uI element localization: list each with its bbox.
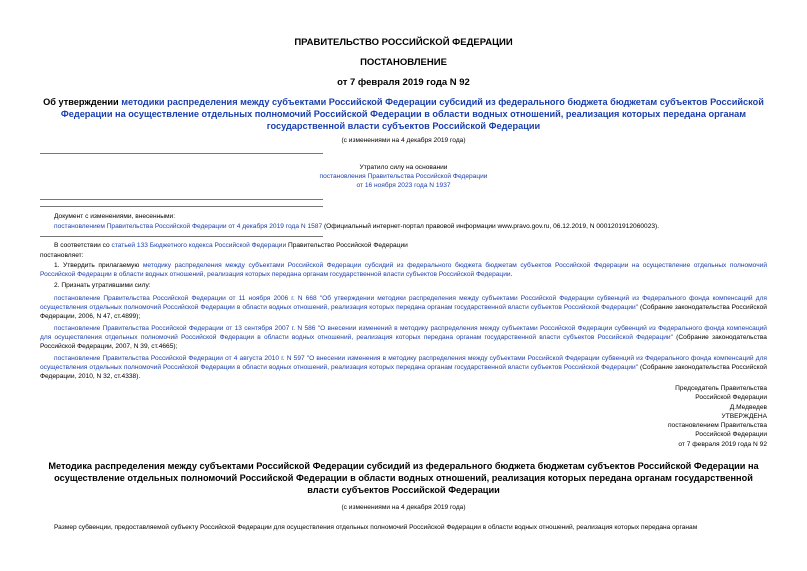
repealed-decree-597-link[interactable]: постановление Правительства Российской Федерации от 4 августа 2010 г. N 597 "О внесении изменения в методику распределения между субъектами Российской Федерации субвенций из Федерального фонда компенсаций для осуществления отдельных полномочий Российской Федерации в области водных отношений, реализация которых передана органам государственной власти субъектов Российской Федерации" bbox=[40, 355, 767, 372]
divider bbox=[40, 236, 323, 237]
signature-position: Председатель Правительства bbox=[675, 385, 767, 392]
title-prefix: Об утверждении bbox=[43, 97, 122, 107]
amendment-decree-link[interactable]: постановлением Правительства Российской Федерации от 4 декабря 2019 года N 1587 bbox=[54, 223, 323, 230]
item-1-end: . bbox=[510, 271, 513, 279]
item-1-text: 1. Утвердить прилагаемую bbox=[54, 262, 143, 269]
methodology-title: Методика распределения между субъектами Российской Федерации субсидий из федерального бюджета бюджетам субъектов Российской Федерации на осуществление отдельных полномочий Российской Федерации в области водных отношений, реализация которых передана органам государственной власти субъектов Российской Федерации bbox=[48, 461, 759, 495]
repealed-2 bbox=[40, 324, 767, 351]
methodology-paragraph: Размер субвенции, предоставляемой субъекту Российской Федерации для осуществления отдельных полномочий Российской Федерации в области водных отношений, реализация которых передана органам bbox=[54, 524, 698, 531]
signature-name: Д.Медведев bbox=[729, 403, 767, 411]
methodology-changes-note: (с изменениями на 4 декабря 2019 года) bbox=[341, 504, 466, 511]
repealed-decree-586-link[interactable]: постановление Правительства Российской Федерации от 13 сентября 2007 г. N 586 "О внесении изменений в методику распределения между субъектами Российской Федерации субвенций из Федерального фонда компенсаций для осуществления отдельных полномочий Российской Федерации в области водных отношений, реализация которых передана органам государственной власти субъектов Российской Федерации" bbox=[40, 325, 767, 342]
divider bbox=[40, 206, 323, 207]
amendment-source: (Официальный интернет-портал правовой информации www.pravo.gov.ru, 06.12.2019, N 0001201912060023). bbox=[322, 223, 660, 230]
item-1-methodology-link[interactable]: методику распределения между субъектами Российской Федерации субсидий из федерального бюджета бюджетам субъектов Российской Федерации на осуществление отдельных полномочий Российской Федерации в области водных отношений, реализация которых передана органам государственной власти субъектов Российской Федерации bbox=[40, 262, 767, 279]
signature-block bbox=[567, 384, 767, 449]
signature-country: Российской Федерации bbox=[695, 394, 767, 402]
repealed-2-source: (Собрание законодательства Российской Федерации, 2007, N 39, ст.4665); bbox=[40, 334, 767, 351]
divider bbox=[40, 199, 323, 200]
amendments-label: Документ с изменениями, внесенными: bbox=[54, 213, 176, 220]
approved-date: от 7 февраля 2019 года N 92 bbox=[678, 440, 767, 448]
expired-line-1: Утратило силу на основании bbox=[359, 164, 448, 171]
approved-label: УТВЕРЖДЕНА bbox=[721, 412, 767, 420]
repealed-1-source: (Собрание законодательства Российской Федерации, 2006, N 47, ст.4899); bbox=[40, 304, 767, 321]
intro-text-end: Правительство Российской Федерации bbox=[286, 242, 408, 249]
document-type: ПОСТАНОВЛЕНИЕ bbox=[360, 57, 447, 68]
expired-note bbox=[240, 163, 567, 190]
title-methodology-link[interactable]: методики распределения между субъектами Российской Федерации субсидий из федерального бюджета бюджетам субъектов Российской Федерации на осуществление отдельных полномочий Российской Федерации в области водных отношений, реализация которых передана органам государственной власти субъектов Российской Федерации bbox=[60, 97, 764, 131]
amendments-paragraph bbox=[40, 222, 767, 231]
item-2: 2. Признать утратившими силу: bbox=[54, 282, 151, 289]
decrees-word: постановляет: bbox=[40, 252, 84, 259]
changes-note: (с изменениями на 4 декабря 2019 года) bbox=[341, 137, 466, 144]
repealed-1 bbox=[40, 294, 767, 321]
divider bbox=[40, 153, 323, 154]
expired-decree-date-link[interactable]: от 16 ноября 2023 года N 1937 bbox=[356, 182, 451, 189]
expired-decree-link[interactable]: постановления Правительства Российской Федерации bbox=[319, 173, 488, 180]
budget-code-link[interactable]: статьей 133 Бюджетного кодекса Российской Федерации bbox=[111, 242, 287, 249]
government-heading: ПРАВИТЕЛЬСТВО РОССИЙСКОЙ ФЕДЕРАЦИИ bbox=[294, 37, 513, 48]
document-title bbox=[40, 96, 767, 132]
repealed-3-source: (Собрание законодательства Российской Федерации, 2010, N 32, ст.4338). bbox=[40, 364, 767, 381]
approved-by: постановлением Правительства bbox=[667, 422, 767, 430]
item-1 bbox=[40, 261, 767, 279]
repealed-3 bbox=[40, 354, 767, 381]
document-date-number: от 7 февраля 2019 года N 92 bbox=[337, 77, 470, 88]
intro-paragraph bbox=[40, 241, 767, 250]
intro-text: В соответствии со bbox=[54, 242, 112, 249]
approved-country: Российской Федерации bbox=[695, 431, 767, 439]
repealed-decree-668-link[interactable]: постановление Правительства Российской Федерации от 11 ноября 2006 г. N 668 "Об утверждении методики распределения между субъектами Российской Федерации субвенций из Федерального фонда компенсаций для осуществления отдельных полномочий Российской Федерации в области водных отношений, реализация которых передана органам государственной власти субъектов Российской Федерации" bbox=[40, 295, 767, 312]
